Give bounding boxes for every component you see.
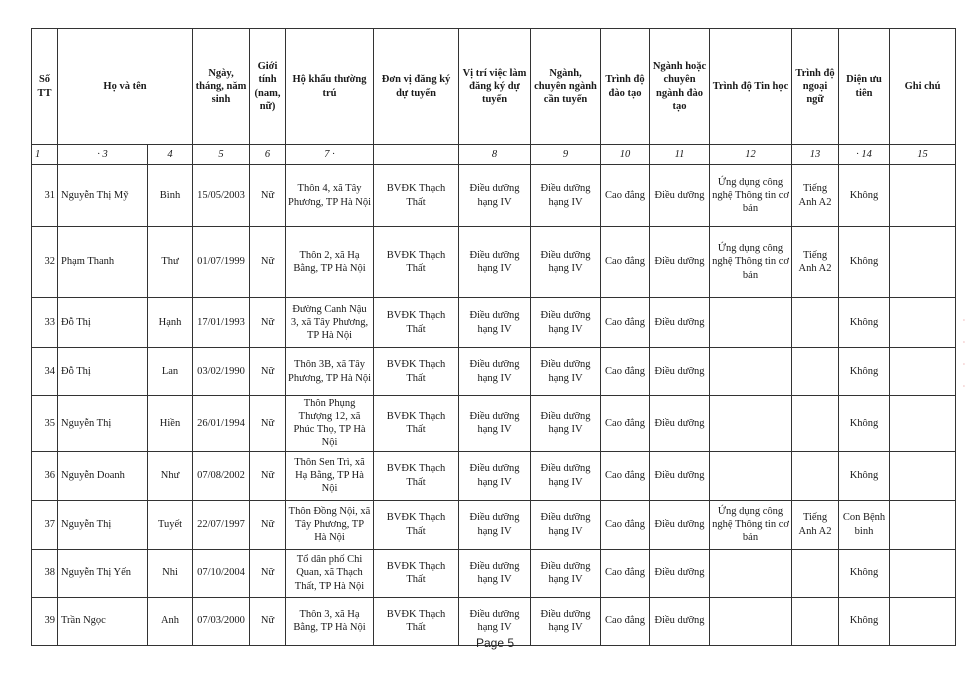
cell-position: Điều dưỡng hạng IV (459, 451, 531, 500)
column-number (374, 145, 459, 165)
page-number: Page 5 (476, 636, 515, 650)
cell-unit: BVĐK Thạch Thất (374, 597, 459, 645)
cell-required-major: Điều dưỡng hạng IV (531, 165, 601, 227)
cell-middle-name: Phạm Thanh (58, 227, 148, 298)
cell-unit: BVĐK Thạch Thất (374, 549, 459, 597)
cell-birth-date: 07/10/2004 (193, 549, 250, 597)
cell-language-level (792, 451, 839, 500)
cell-stt: 35 (32, 396, 58, 452)
cell-notes (890, 451, 956, 500)
header-full-name: Họ và tên (58, 29, 193, 145)
cell-notes (890, 549, 956, 597)
column-number: · 14 (839, 145, 890, 165)
table-body (32, 165, 956, 646)
cell-given-name: Tuyết (148, 500, 193, 549)
cell-stt: 38 (32, 549, 58, 597)
cell-residence: Thôn Phụng Thượng 12, xã Phúc Thọ, TP Hà Nội (286, 396, 374, 452)
cell-residence: Tổ dân phố Chi Quan, xã Thạch Thất, TP Hà Nội (286, 549, 374, 597)
candidate-table (31, 28, 956, 646)
cell-gender: Nữ (250, 396, 286, 452)
cell-notes (890, 165, 956, 227)
cell-middle-name: Nguyễn Thị (58, 396, 148, 452)
margin-scan-marks: · · · · (962, 316, 966, 391)
cell-unit: BVĐK Thạch Thất (374, 298, 459, 348)
cell-residence: Thôn Sen Trì, xã Hạ Bằng, TP Hà Nội (286, 451, 374, 500)
cell-unit: BVĐK Thạch Thất (374, 348, 459, 396)
column-number: 9 (531, 145, 601, 165)
cell-language-level: Tiếng Anh A2 (792, 227, 839, 298)
cell-gender: Nữ (250, 549, 286, 597)
column-number: 4 (148, 145, 193, 165)
cell-residence: Thôn 3, xã Hạ Bằng, TP Hà Nội (286, 597, 374, 645)
cell-given-name: Như (148, 451, 193, 500)
cell-language-level (792, 348, 839, 396)
cell-education-level: Cao đẳng (601, 227, 650, 298)
cell-given-name: Bình (148, 165, 193, 227)
cell-education-level: Cao đẳng (601, 165, 650, 227)
table-row (32, 165, 956, 227)
cell-middle-name: Nguyễn Thị Yến (58, 549, 148, 597)
cell-gender: Nữ (250, 500, 286, 549)
header-residence: Hộ khẩu thường trú (286, 29, 374, 145)
table-row (32, 500, 956, 549)
column-number: 11 (650, 145, 710, 165)
header-gender: Giới tính (nam, nữ) (250, 29, 286, 145)
cell-language-level: Tiếng Anh A2 (792, 500, 839, 549)
cell-education-level: Cao đẳng (601, 597, 650, 645)
cell-notes (890, 396, 956, 452)
cell-priority: Con Bệnh binh (839, 500, 890, 549)
cell-birth-date: 15/05/2003 (193, 165, 250, 227)
cell-trained-major: Điều dưỡng (650, 298, 710, 348)
cell-required-major: Điều dưỡng hạng IV (531, 597, 601, 645)
cell-it-level (710, 549, 792, 597)
cell-stt: 33 (32, 298, 58, 348)
cell-middle-name: Nguyễn Thị (58, 500, 148, 549)
header-trained-major: Ngành hoặc chuyên ngành đào tạo (650, 29, 710, 145)
column-number: 12 (710, 145, 792, 165)
cell-priority: Không (839, 298, 890, 348)
cell-it-level (710, 348, 792, 396)
cell-trained-major: Điều dưỡng (650, 227, 710, 298)
cell-middle-name: Đỗ Thị (58, 348, 148, 396)
cell-position: Điều dưỡng hạng IV (459, 348, 531, 396)
table-row (32, 298, 956, 348)
cell-required-major: Điều dưỡng hạng IV (531, 500, 601, 549)
cell-birth-date: 22/07/1997 (193, 500, 250, 549)
cell-priority: Không (839, 227, 890, 298)
cell-birth-date: 07/08/2002 (193, 451, 250, 500)
cell-it-level: Ứng dụng công nghệ Thông tin cơ bản (710, 500, 792, 549)
cell-stt: 31 (32, 165, 58, 227)
cell-birth-date: 26/01/1994 (193, 396, 250, 452)
cell-residence: Thôn 4, xã Tây Phương, TP Hà Nội (286, 165, 374, 227)
cell-position: Điều dưỡng hạng IV (459, 500, 531, 549)
cell-it-level (710, 597, 792, 645)
cell-priority: Không (839, 396, 890, 452)
column-number: 7 · (286, 145, 374, 165)
cell-birth-date: 01/07/1999 (193, 227, 250, 298)
cell-language-level (792, 597, 839, 645)
cell-residence: Thôn 3B, xã Tây Phương, TP Hà Nội (286, 348, 374, 396)
header-birth-date: Ngày, tháng, năm sinh (193, 29, 250, 145)
header-required-major: Ngành, chuyên ngành cần tuyển (531, 29, 601, 145)
cell-unit: BVĐK Thạch Thất (374, 165, 459, 227)
cell-stt: 36 (32, 451, 58, 500)
cell-it-level: Ứng dụng công nghệ Thông tin cơ bản (710, 227, 792, 298)
cell-gender: Nữ (250, 348, 286, 396)
cell-notes (890, 348, 956, 396)
column-number: 13 (792, 145, 839, 165)
cell-trained-major: Điều dưỡng (650, 500, 710, 549)
cell-it-level (710, 396, 792, 452)
cell-middle-name: Trần Ngọc (58, 597, 148, 645)
cell-priority: Không (839, 348, 890, 396)
column-number: 10 (601, 145, 650, 165)
cell-stt: 32 (32, 227, 58, 298)
cell-position: Điều dưỡng hạng IV (459, 165, 531, 227)
cell-gender: Nữ (250, 298, 286, 348)
candidate-list-sheet (31, 28, 955, 646)
column-number: · 3 (58, 145, 148, 165)
header-position: Vị trí việc làm đăng ký dự tuyển (459, 29, 531, 145)
cell-middle-name: Nguyễn Doanh (58, 451, 148, 500)
cell-it-level: Ứng dụng công nghệ Thông tin cơ bản (710, 165, 792, 227)
cell-trained-major: Điều dưỡng (650, 597, 710, 645)
cell-education-level: Cao đẳng (601, 500, 650, 549)
cell-required-major: Điều dưỡng hạng IV (531, 227, 601, 298)
cell-required-major: Điều dưỡng hạng IV (531, 348, 601, 396)
table-row (32, 451, 956, 500)
table-row (32, 396, 956, 452)
header-notes: Ghi chú (890, 29, 956, 145)
cell-gender: Nữ (250, 227, 286, 298)
table-row (32, 348, 956, 396)
cell-gender: Nữ (250, 165, 286, 227)
cell-unit: BVĐK Thạch Thất (374, 451, 459, 500)
cell-required-major: Điều dưỡng hạng IV (531, 451, 601, 500)
cell-unit: BVĐK Thạch Thất (374, 396, 459, 452)
header-priority: Diện ưu tiên (839, 29, 890, 145)
cell-education-level: Cao đẳng (601, 549, 650, 597)
cell-gender: Nữ (250, 597, 286, 645)
cell-required-major: Điều dưỡng hạng IV (531, 396, 601, 452)
cell-position: Điều dưỡng hạng IV (459, 597, 531, 645)
cell-trained-major: Điều dưỡng (650, 396, 710, 452)
column-number: 1 (32, 145, 58, 165)
header-row (32, 29, 956, 145)
header-language-level: Trình độ ngoại ngữ (792, 29, 839, 145)
cell-stt: 39 (32, 597, 58, 645)
cell-middle-name: Nguyễn Thị Mỹ (58, 165, 148, 227)
cell-education-level: Cao đẳng (601, 298, 650, 348)
cell-position: Điều dưỡng hạng IV (459, 396, 531, 452)
cell-notes (890, 227, 956, 298)
column-number: 5 (193, 145, 250, 165)
cell-gender: Nữ (250, 451, 286, 500)
cell-language-level (792, 549, 839, 597)
cell-given-name: Hiền (148, 396, 193, 452)
header-unit: Đơn vị đăng ký dự tuyển (374, 29, 459, 145)
cell-position: Điều dưỡng hạng IV (459, 227, 531, 298)
cell-stt: 34 (32, 348, 58, 396)
cell-priority: Không (839, 165, 890, 227)
cell-language-level (792, 298, 839, 348)
cell-residence: Thôn 2, xã Hạ Bằng, TP Hà Nội (286, 227, 374, 298)
cell-position: Điều dưỡng hạng IV (459, 298, 531, 348)
cell-notes (890, 298, 956, 348)
cell-priority: Không (839, 549, 890, 597)
column-number: 8 (459, 145, 531, 165)
cell-given-name: Lan (148, 348, 193, 396)
cell-residence: Đường Canh Nậu 3, xã Tây Phương, TP Hà Nội (286, 298, 374, 348)
column-number-row (32, 145, 956, 165)
column-number: 6 (250, 145, 286, 165)
cell-trained-major: Điều dưỡng (650, 549, 710, 597)
cell-trained-major: Điều dưỡng (650, 348, 710, 396)
header-it-level: Trình độ Tin học (710, 29, 792, 145)
cell-given-name: Thư (148, 227, 193, 298)
cell-education-level: Cao đẳng (601, 348, 650, 396)
cell-given-name: Hạnh (148, 298, 193, 348)
cell-language-level: Tiếng Anh A2 (792, 165, 839, 227)
cell-trained-major: Điều dưỡng (650, 165, 710, 227)
cell-given-name: Anh (148, 597, 193, 645)
cell-birth-date: 07/03/2000 (193, 597, 250, 645)
cell-unit: BVĐK Thạch Thất (374, 227, 459, 298)
cell-priority: Không (839, 451, 890, 500)
cell-it-level (710, 298, 792, 348)
cell-unit: BVĐK Thạch Thất (374, 500, 459, 549)
cell-education-level: Cao đẳng (601, 451, 650, 500)
cell-position: Điều dưỡng hạng IV (459, 549, 531, 597)
table-row (32, 549, 956, 597)
cell-priority: Không (839, 597, 890, 645)
cell-residence: Thôn Đồng Nội, xã Tây Phương, TP Hà Nội (286, 500, 374, 549)
cell-education-level: Cao đẳng (601, 396, 650, 452)
cell-middle-name: Đỗ Thị (58, 298, 148, 348)
cell-given-name: Nhi (148, 549, 193, 597)
cell-trained-major: Điều dưỡng (650, 451, 710, 500)
cell-birth-date: 03/02/1990 (193, 348, 250, 396)
header-stt: Số TT (32, 29, 58, 145)
cell-required-major: Điều dưỡng hạng IV (531, 298, 601, 348)
cell-language-level (792, 396, 839, 452)
cell-it-level (710, 451, 792, 500)
cell-notes (890, 500, 956, 549)
header-education-level: Trình độ đào tạo (601, 29, 650, 145)
table-row (32, 227, 956, 298)
cell-stt: 37 (32, 500, 58, 549)
cell-birth-date: 17/01/1993 (193, 298, 250, 348)
cell-required-major: Điều dưỡng hạng IV (531, 549, 601, 597)
cell-notes (890, 597, 956, 645)
column-number: 15 (890, 145, 956, 165)
